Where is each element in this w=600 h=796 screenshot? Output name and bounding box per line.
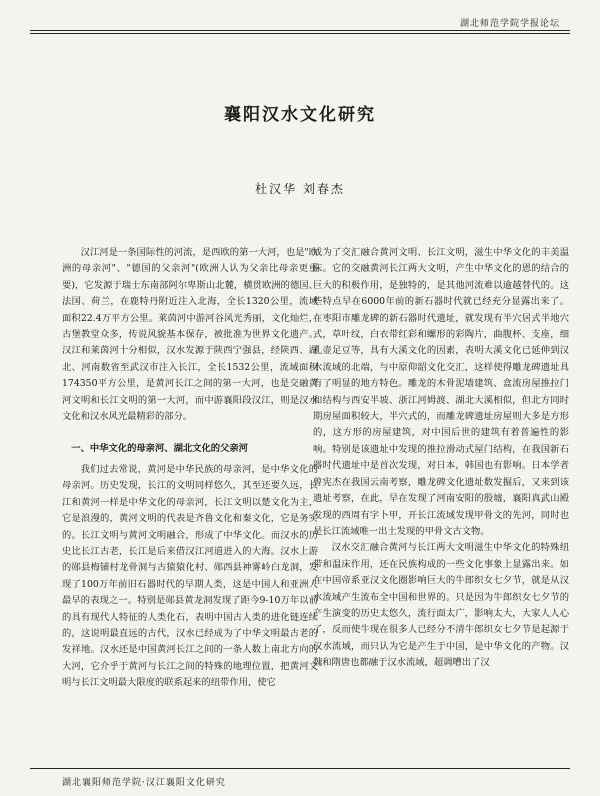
right-column xyxy=(313,245,569,672)
section-heading: 一、中华文化的母亲河、湖北文化的父亲河 xyxy=(71,443,248,455)
header-rule-thin xyxy=(30,33,570,34)
section-paragraph: 我们过去常说，黄河是中华民族的母亲河，是中华文化的母亲河。历史发现，长江的文明同样悠久，其至还要久远，长江和黄河一样是中华文化的母亲河，长江文明以楚文化为主，它是浪漫的，黄河文明的代表是齐鲁文化和秦文化，它是务实的。长江文明与黄河文明融合，形成了中华文化。而汉水的历史比长江古老，长江是后来借汉江河道进入的大海。汉水上游的郧县梅铺村龙骨洞与古猿猿化村、郧西县神雾岭白龙洞，发现了100万年前旧石器时代的早期人类，这是中国人和亚洲人最早的表现之一。特别是郧县黄龙洞发现了距今9-10万年以前的具有现代人特征的人类化石，表明中国古人类的进化链连续的，这说明最直远的古代，汉水已经成为了中华文明最古老的发祥地。汉水还是中国黄河长江之间的一条人数上南北方向的大河，它介乎于黄河与长江之间的特殊的地理位置，把黄河文明与长江文明最大限度的联系起来的纽带作用，使它 xyxy=(62,463,318,689)
header-rule xyxy=(30,30,570,31)
running-header: 湖北师范学院学报论坛 xyxy=(459,19,560,29)
footer-rule xyxy=(30,768,570,769)
body-paragraph: 汉水交汇融合黄河与长江两大文明滋生中华文化的特殊纽带和温床作用，还在民族构成的一些文化事象上显露出来。如在中国帝系亚汉文化圈影响巨大的牛郎织女七夕节，就是从汉水流域产生流布全中国和世界的。只是因为牛郎织女七夕节的产生演变的历史太悠久，流行面太广，影响太大，大家人人心了，反而使牛现在很多人已经分不清牛郎织女七夕节是起源于汉水流域，而只认为它是产生于中国，是中华文化的产物。汉魏和隋唐也都融于汉水流域，超调嘈出了汉 xyxy=(313,542,569,669)
article-authors: 杜汉华 刘春杰 xyxy=(255,182,345,196)
left-column xyxy=(62,245,318,692)
intro-paragraph: 汉江河是一条国际性的河流，是西欧的第一大河，也是"欧洲的母亲河"、"德国的父亲河"(欧洲人认为父亲比母亲更重要)，它发源于瑞士东南部阿尔卑斯山北麓，横贯欧洲的德国、法国、荷兰，在鹿特丹附近注入北海，全长1320公里，流域面积22.4万平方公里。莱茵河中游河谷风光秀丽，文化灿烂，古堡教堂众多，传说风貌基本保存，被批准为世界文化遗产。汉江和莱茵河十分相似，汉水发源于陕西宁强县，经陕西、湖北、河南数省至武汉市注入长江，全长1532公里，流域面积174350平方公里，是黄河长江之间的第一大河，也是交融黄河文明和长江文明的第一大河，而中游襄阳段汉江，则是汉水文化和汉水风光最精彩的部分。 xyxy=(62,247,318,423)
running-footer: 湖北襄阳师范学院·汉江襄阳文化研究 xyxy=(62,778,226,788)
article-title: 襄阳汉水文化研究 xyxy=(224,105,376,125)
continued-paragraph: 成为了交汇融合黄河文明、长江文明，滋生中华文化的丰美温床。它的交融黄河长江两大文明，产生中华文化的恩的结合的巨大的积极作用，是独特的，是其他河流难以逾越替代的。这些特点早在6000年前的新石器时代就已经充分显露出来了。在枣阳市雕龙碑的新石器时代遗址，就发现有半穴居式半地穴式，草叶纹，白衣带红彩和螺形的彩陶片，曲腹杯、支座，细孔壶足豆等，具有大溪文化的因素，表明大溪文化已延伸到汉水流域的北端，与中原仰韶文化交汇，这样使得雕龙碑遗址具有了明显的地方特色。雕龙的木骨泥墙建筑、盒流房屋推拉门和结构与西安半坡、浙江河姆渡、湖北大溪相似，但北方同时期房屋面积较大，半穴式的，而雕龙碑遗址房屋则大多是方形的，这方形的房屋建筑，对中国后世的建筑有着普遍性的影响。特别是该遗址中发现的推拉滑动式屋门结构，在我国新石器时代遗址中是首次发现，对日本，韩国也有影响。日本学者曾宪杰在我国云南考察，雕龙碑文化遗址数发掘后，又来到该遗址考察，在此，早在发现了河南安阳的殷墟，襄阳真武山殿发现的西周有字卜甲，开长江流域发现甲骨文的先河，同时也是长江流域唯一出土发现的甲骨文古文物。 xyxy=(313,247,569,537)
